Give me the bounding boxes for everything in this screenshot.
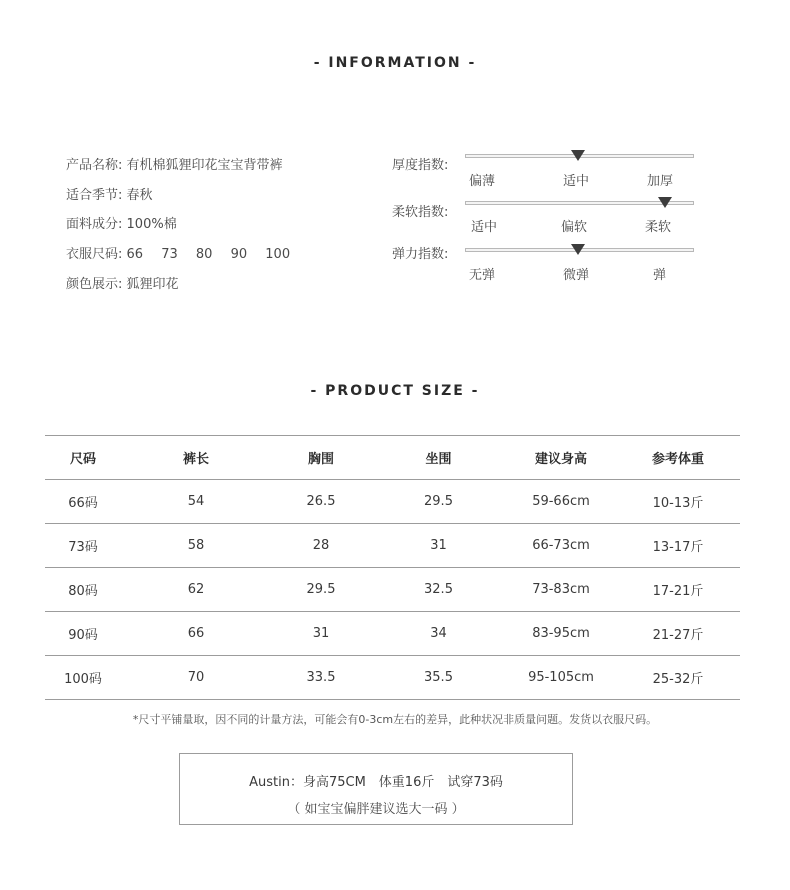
- info-value: 有机棉狐狸印花宝宝背带裤: [126, 158, 283, 173]
- product-size-heading: - PRODUCT SIZE -: [310, 383, 480, 399]
- table-cell: 73-83cm: [506, 568, 616, 612]
- table-cell: 70: [121, 656, 271, 700]
- index-label: 柔软指数:: [392, 205, 449, 220]
- table-cell: 62: [121, 568, 271, 612]
- info-value: 100%棉: [126, 217, 177, 232]
- index-option: 无弹: [469, 268, 496, 283]
- table-cell: 59-66cm: [506, 480, 616, 524]
- table-cell: 66码: [45, 480, 121, 524]
- table-row: [45, 612, 740, 656]
- info-label: 适合季节:: [66, 188, 123, 203]
- table-cell: 95-105cm: [506, 656, 616, 700]
- index-option: 偏软: [561, 220, 588, 235]
- table-cell: 90码: [45, 612, 121, 656]
- column-header: 尺码: [45, 436, 121, 480]
- column-header: 坐围: [371, 436, 506, 480]
- measurement-note: *尺寸平铺量取，因不同的计量方法，可能会有0-3cm左右的差异，此种状况非质量问题。发货以衣服尺码。: [132, 713, 658, 726]
- table-cell: 13-17斤: [616, 524, 740, 568]
- table-header-row: [45, 436, 740, 480]
- column-header: 建议身高: [506, 436, 616, 480]
- table-cell: 33.5: [271, 656, 371, 700]
- model-fit-line: Austin：身高75CM 体重16斤 试穿73码: [249, 775, 503, 790]
- size-value: 66: [126, 247, 144, 262]
- table-cell: 66: [121, 612, 271, 656]
- index-marker-icon: [571, 150, 585, 161]
- size-list: [127, 247, 305, 262]
- table-cell: 80码: [45, 568, 121, 612]
- table-cell: 21-27斤: [616, 612, 740, 656]
- info-label: 衣服尺码:: [66, 247, 123, 262]
- table-cell: 34: [371, 612, 506, 656]
- index-option: 偏薄: [469, 174, 496, 189]
- table-row: [45, 656, 740, 700]
- info-row-sizes: [66, 243, 304, 262]
- index-option: 柔软: [645, 220, 672, 235]
- table-cell: 31: [271, 612, 371, 656]
- table-cell: 25-32斤: [616, 656, 740, 700]
- info-label: 面料成分:: [66, 217, 123, 232]
- info-value: 狐狸印花: [126, 277, 179, 292]
- index-label: 厚度指数:: [392, 158, 449, 173]
- table-cell: 35.5: [371, 656, 506, 700]
- model-fit-box: [179, 753, 573, 825]
- info-row-color: [66, 273, 179, 292]
- table-cell: 28: [271, 524, 371, 568]
- index-option: 适中: [471, 220, 498, 235]
- table-cell: 58: [121, 524, 271, 568]
- table-cell: 31: [371, 524, 506, 568]
- index-label: 弹力指数:: [392, 247, 449, 262]
- info-label: 颜色展示:: [66, 277, 123, 292]
- index-marker-icon: [658, 197, 672, 208]
- index-option: 适中: [563, 174, 590, 189]
- table-row: [45, 524, 740, 568]
- index-option: 微弹: [563, 268, 590, 283]
- column-header: 裤长: [121, 436, 271, 480]
- table-cell: 66-73cm: [506, 524, 616, 568]
- index-marker-icon: [571, 244, 585, 255]
- size-value: 100: [265, 247, 291, 262]
- size-table: [45, 435, 740, 700]
- table-cell: 100码: [45, 656, 121, 700]
- size-value: 73: [161, 247, 178, 262]
- info-label: 产品名称:: [66, 158, 123, 173]
- model-fit-hint: （ 如宝宝偏胖建议选大一码 ）: [287, 802, 465, 817]
- table-cell: 29.5: [371, 480, 506, 524]
- column-header: 参考体重: [616, 436, 740, 480]
- info-row-fabric: [66, 213, 177, 232]
- info-row-season: [66, 184, 153, 203]
- table-cell: 83-95cm: [506, 612, 616, 656]
- table-row: [45, 568, 740, 612]
- index-option: 加厚: [647, 174, 674, 189]
- column-header: 胸围: [271, 436, 371, 480]
- table-cell: 17-21斤: [616, 568, 740, 612]
- index-option: 弹: [653, 268, 667, 283]
- table-cell: 32.5: [371, 568, 506, 612]
- table-cell: 10-13斤: [616, 480, 740, 524]
- table-cell: 26.5: [271, 480, 371, 524]
- table-cell: 54: [121, 480, 271, 524]
- info-row-name: [66, 154, 283, 173]
- table-row: [45, 480, 740, 524]
- information-heading: - INFORMATION -: [313, 55, 477, 71]
- table-cell: 73码: [45, 524, 121, 568]
- table-cell: 29.5: [271, 568, 371, 612]
- size-value: 90: [230, 247, 248, 262]
- info-value: 春秋: [126, 188, 153, 203]
- size-value: 80: [195, 247, 213, 262]
